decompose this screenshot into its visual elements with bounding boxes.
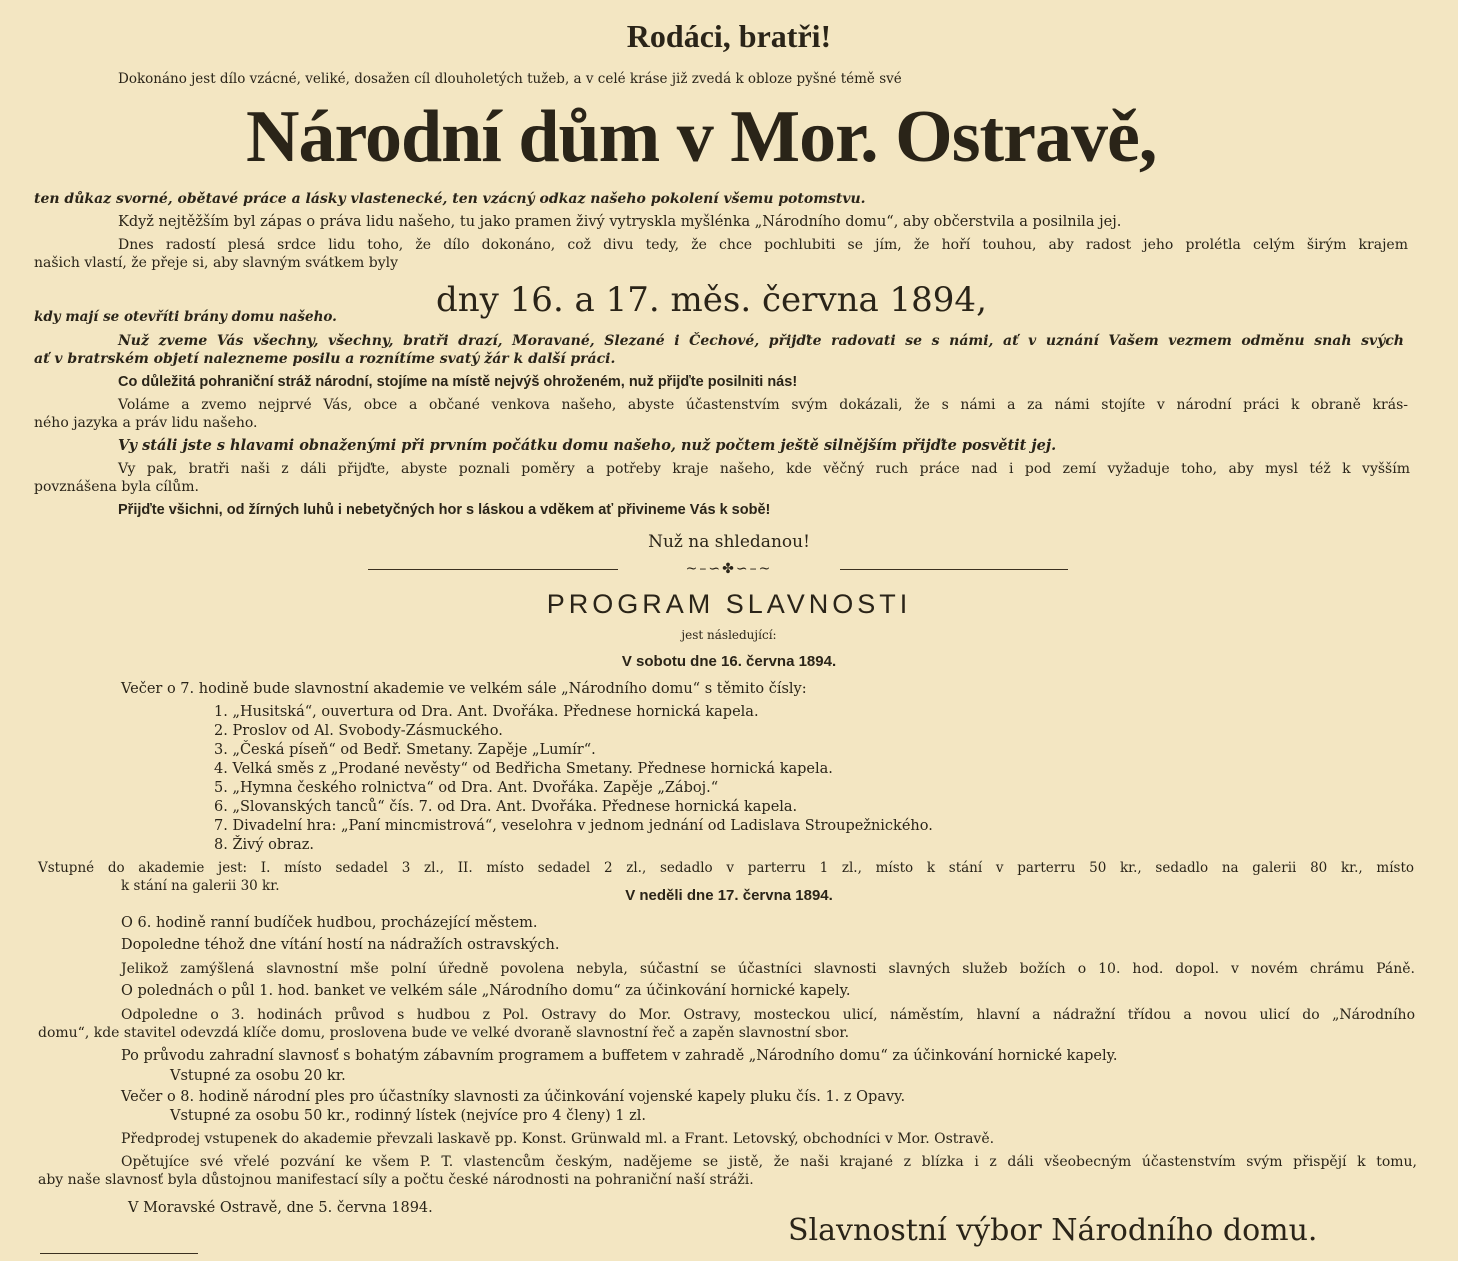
greeting-heading: Rodáci, bratři!	[626, 18, 832, 54]
paragraph-from-afar-2: povznášena byla cílům.	[34, 479, 200, 495]
program-item: 6. „Slovanských tanců“ čís. 7. od Dra. Ant. Dvořáka. Přednese hornická kapela.	[214, 799, 798, 815]
ornament-divider: ~–∽✤∽–~	[685, 561, 773, 577]
day2-parade-1: Odpoledne o 3. hodinách průvod s hudbou z Pol. Ostravy do Mor. Ostravy, mosteckou ulicí, náměstím, hlavní a nádražní třídou a novou ulicí do „Národního	[121, 1007, 1415, 1023]
signature: Slavnostní výbor Národního domu.	[788, 1213, 1318, 1248]
admission-prices-2: k stání na galerii 30 kr.	[121, 878, 280, 894]
day2-parade-2: domu“, kde stavitel odevzdá klíče domu, proslovena bude ve velké dvoraně slavnostní řeč a zapěn slavnostní sbor.	[38, 1025, 850, 1041]
paragraph-invite-2: ať v bratrském objetí nalezneme posilu a roznítíme svatý žár k další práci.	[34, 351, 616, 367]
place-date: V Moravské Ostravě, dne 5. června 1894.	[128, 1200, 433, 1216]
day2-ball: Večer o 8. hodině národní ples pro účastníky slavnosti za účinkování vojenské kapely pluku čís. 1. z Opavy.	[121, 1089, 906, 1105]
closing-2: aby naše slavnosť byla důstojnou manifestací síly a počtu české národnosti na pohraniční naší stráži.	[38, 1172, 754, 1188]
paragraph-today-2: našich vlastí, že přeje si, aby slavným svátkem byly	[34, 255, 398, 271]
paragraph-from-afar-1: Vy pak, bratři naši z dáli přijďte, abyste poznali poměry a potřeby kraje našeho, kde věčný ruch práce nad i pod zemí vyžaduje toho, aby mysl též k vyšším	[118, 461, 1410, 477]
paragraph-struggle: Když nejtěžším byl zápas o práva lidu našeho, tu jako pramen živý vytryskla myšlénka „Národního domu“, aby občerstvila a posilnila jej.	[118, 214, 1122, 230]
day1-intro: Večer o 7. hodině bude slavnostní akademie ve velkém sále „Národního domu“ s těmito čísly:	[121, 681, 807, 697]
festival-dates: dny 16. a 17. měs. června 1894,	[436, 280, 987, 320]
program-item: 3. „Česká píseň“ od Bedř. Smetany. Zapěje „Lumír“.	[214, 742, 596, 758]
day2-ball-fee: Vstupné za osobu 50 kr., rodinný lístek (nejvíce pro 4 členy) 1 zl.	[170, 1108, 646, 1124]
day2-mass: Jelikož zamýšlená slavnostní mše polní úředně povolena nebyla, súčastní se účastníci slavnosti slavných služeb božích o 10. hod. dopol. v novém chrámu Páně.	[121, 961, 1415, 977]
ticket-presale: Předprodej vstupenek do akademie převzali laskavě pp. Konst. Grünwald ml. a Frant. Letovský, obchodníci v Mor. Ostravě.	[121, 1131, 995, 1147]
program-item: 2. Proslov od Al. Svobody-Zásmuckého.	[214, 723, 503, 739]
program-item: 7. Divadelní hra: „Paní mincmistrová“, veselohra v jednom jednání od Ladislava Stroupežnického.	[214, 818, 933, 834]
day1-heading: V sobotu dne 16. června 1894.	[621, 653, 837, 670]
admission-prices-1: Vstupné do akademie jest: I. místo sedadel 3 zl., II. místo sedadel 2 zl., sedadlo v parterru 1 zl., místo k stání v parterru 50 kr., sedadlo na galerii 80 kr., místo	[38, 860, 1414, 876]
divider-left	[368, 569, 618, 570]
lead-sentence: Dokonáno jest dílo vzácné, veliké, dosažen cíl dlouholetých tužeb, a v celé kráse již zvedá k obloze pyšné témě své	[118, 71, 902, 87]
day2-welcome: Dopoledne téhož dne vítání hostí na nádražích ostravských.	[121, 937, 560, 953]
program-item: 1. „Husitská“, ouvertura od Dra. Ant. Dvořáka. Přednese hornická kapela.	[214, 704, 759, 720]
program-title: PROGRAM SLAVNOSTI	[546, 589, 912, 619]
day2-reveille: O 6. hodině ranní budíček hudbou, procházející městem.	[121, 915, 538, 931]
day2-garden-party: Po průvodu zahradní slavnosť s bohatým zábavním programem a buffetem v zahradě „Národního domu“ za účinkování hornické kapely.	[121, 1048, 1118, 1064]
paragraph-today-1: Dnes radostí plesá srdce lidu toho, že dílo dokonáno, což divu tedy, že chce pochlubiti se jím, že hoří touhou, aby radost jeho prolétla celým širým krajem	[118, 237, 1408, 253]
day2-heading: V neděli dne 17. června 1894.	[625, 887, 833, 904]
paragraph-countryside-2: ného jazyka a práv lidu našeho.	[34, 415, 258, 431]
paragraph-invite-1: Nuž zveme Vás všechny, všechny, bratři drazí, Moravané, Slezané i Čechové, přijďte radovati se s námi, ať v uznání Vašem vezmem odměnu snah svých	[118, 333, 1404, 349]
program-subtitle: jest následující:	[681, 628, 777, 642]
farewell: Nuž na shledanou!	[648, 532, 810, 552]
paragraph-border-guard: Co důležitá pohraniční stráž národní, stojíme na místě nejvýš ohroženém, nuž přijďte posilniti nás!	[118, 374, 798, 390]
program-item: 5. „Hymna českého rolnictva“ od Dra. Ant. Dvořáka. Zapěje „Záboj.“	[214, 780, 719, 796]
day2-banquet: O polednách o půl 1. hod. banket ve velkém sále „Národního domu“ za účinkování hornické kapely.	[121, 983, 851, 999]
main-title: Národní dům v Mor. Ostravě,	[246, 96, 1157, 178]
bottom-rule	[40, 1253, 198, 1254]
program-item: 4. Velká směs z „Prodané nevěsty“ od Bedřicha Smetany. Přednese hornická kapela.	[214, 761, 833, 777]
day2-garden-fee: Vstupné za osobu 20 kr.	[170, 1068, 346, 1084]
paragraph-countryside-1: Voláme a zvemo nejprvé Vás, obce a občané venkova našeho, abyste účastenstvím svým dokázali, že s námi a za námi stojíte v národní práci k obraně krás-	[118, 397, 1408, 413]
paragraph-tribute: ten důkaz svorné, obětavé práce a lásky vlastenecké, ten vzácný odkaz našeho pokolení všemu potomstvu.	[34, 191, 866, 207]
closing-1: Opětujíce své vřelé pozvání ke všem P. T. vlastencům českým, nadějeme se jistě, že naši krajané z blízka i z dáli všeobecným účastenstvím svým přispějí k tomu,	[121, 1154, 1417, 1170]
paragraph-you-stood: Vy stáli jste s hlavami obnaženými při prvním počátku domu našeho, nuž počtem ještě silnějším přijďte posvětit jej.	[118, 437, 1057, 454]
program-item: 8. Živý obraz.	[214, 837, 314, 853]
paragraph-come-all: Přijďte všichni, od žírných luhů i nebetyčných hor s láskou a vděkem ať přivineme Vás k sobě!	[118, 502, 771, 518]
date-lead: kdy mají se otevříti brány domu našeho.	[34, 309, 337, 325]
divider-right	[840, 569, 1068, 570]
